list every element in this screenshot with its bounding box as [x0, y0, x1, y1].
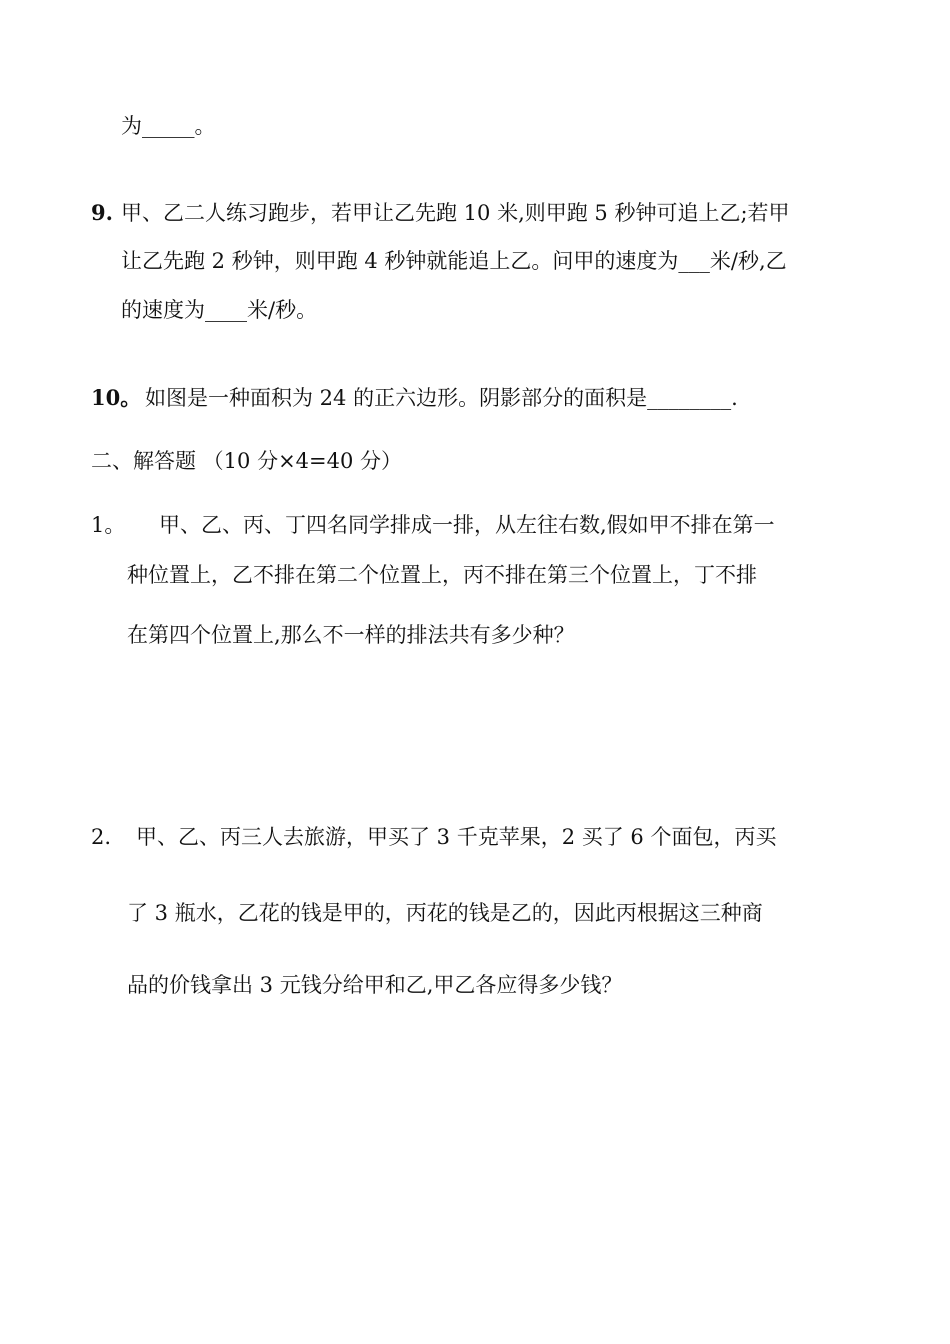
q9-line-3: 的速度为____米/秒。	[121, 298, 318, 322]
problem-1-line-3: 在第四个位置上,那么不一样的排法共有多少种？	[127, 623, 575, 647]
q8-tail-text: 为_____。	[121, 114, 216, 138]
problem-1-line-2: 种位置上，乙不排在第二个位置上，丙不排在第三个位置上，丁不排	[127, 563, 757, 587]
problem-2-number: 2.	[91, 825, 112, 849]
problem-1-line-1: 甲、乙、丙、丁四名同学排成一排，从左往右数,假如甲不排在第一	[159, 513, 775, 537]
section-2-heading: 二、解答题 （10 分×4=40 分）	[91, 449, 403, 473]
problem-1-number: 1。	[91, 513, 126, 537]
q9-line-1: 甲、乙二人练习跑步，若甲让乙先跑 10 米,则甲跑 5 秒钟可追上乙;若甲	[121, 201, 790, 225]
q9-number: 9.	[91, 200, 113, 225]
q10-text: 如图是一种面积为 24 的正六边形。阴影部分的面积是________.	[145, 386, 738, 410]
problem-2-line-1: 甲、乙、丙三人去旅游，甲买了 3 千克苹果，2 买了 6 个面包，丙买	[136, 825, 777, 849]
problem-2-line-3: 品的价钱拿出 3 元钱分给甲和乙,甲乙各应得多少钱？	[127, 973, 623, 997]
problem-2-line-2: 了 3 瓶水，乙花的钱是甲的，丙花的钱是乙的，因此丙根据这三种商	[127, 901, 763, 925]
q9-line-2: 让乙先跑 2 秒钟，则甲跑 4 秒钟就能追上乙。问甲的速度为___米/秒,乙	[121, 249, 787, 273]
q10-number: 10。	[91, 385, 142, 410]
